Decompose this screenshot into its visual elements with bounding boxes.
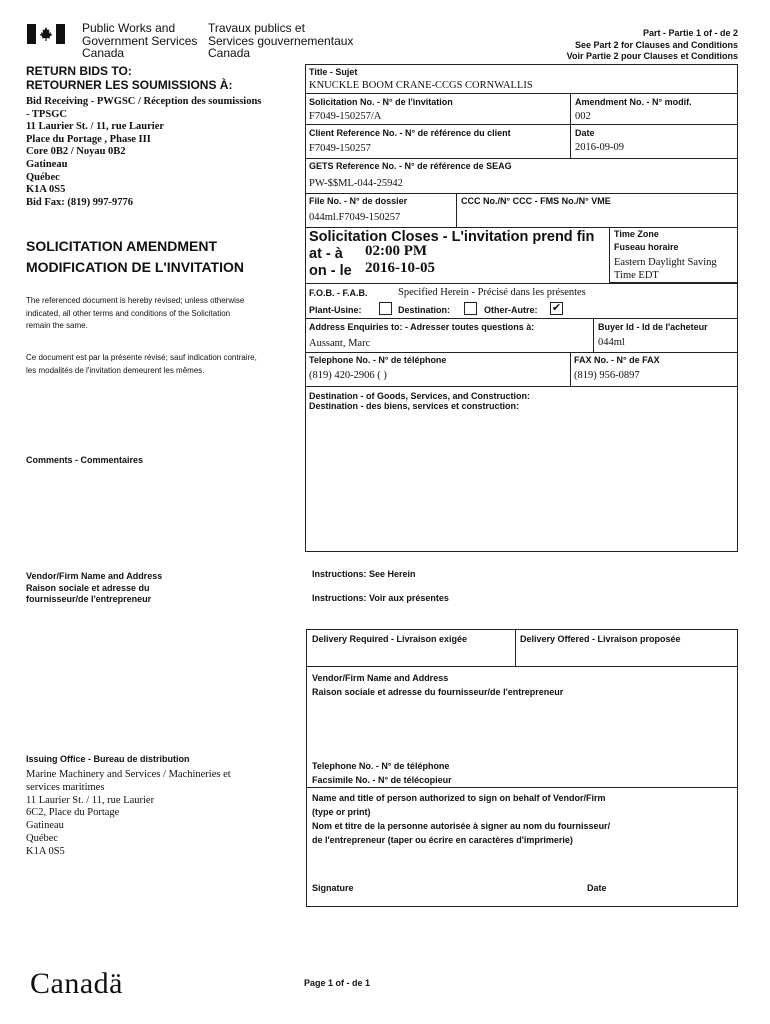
address-enquiries-value: Aussant, Marc [309,338,371,349]
time-zone-label: Time Zone [614,229,659,239]
delivery-offered-label: Delivery Offered - Livraison proposée [520,634,681,644]
other-autre-checkbox[interactable]: ✔ [551,302,562,314]
plant-usine-label: Plant-Usine: [309,305,362,315]
time-zone-value: Eastern Daylight Saving Time EDT [614,257,717,281]
file-no-value: 044ml.F7049-150257 [309,212,401,223]
on-label: on - le [309,263,352,279]
signature-label: Signature [312,883,354,893]
issuing-office-address: Marine Machinery and Services / Machineries et services maritimes 11 Laurier St. / 11, rue Laurier 6C2, Place du Portage Gatineau Québec K1A 0S5 [26,769,231,857]
instructions-fr: Instructions: Voir aux présentes [312,593,449,603]
amendment-title: SOLICITATION AMENDMENT MODIFICATION DE L'INVITATION [26,238,244,275]
date-value: 2016-09-09 [575,142,624,153]
destination-checkbox[interactable] [464,302,477,315]
gets-reference-value: PW-$$ML-044-25942 [309,178,403,189]
buyer-id-label: Buyer Id - Id de l'acheteur [598,322,708,332]
vendor-name-label: Vendor/Firm Name and Address Raison sociale et adresse du fournisseur/de l'entrepreneur [26,571,163,604]
file-no-label: File No. - N° de dossier [309,196,408,206]
client-reference-value: F7049-150257 [309,143,371,154]
issuing-office-label: Issuing Office - Bureau de distribution [26,754,190,764]
canada-wordmark-logo: Canadä [30,967,123,1000]
solicitation-no-value: F7049-150257/A [309,111,382,122]
page-number: Page 1 of - de 1 [304,978,371,988]
fax-label: FAX No. - N° de FAX [574,355,660,365]
destination-label: Destination: [398,305,451,315]
ccc-no-label: CCC No./N° CCC - FMS No./N° VME [461,196,611,206]
address-enquiries-label: Address Enquiries to: - Adresser toutes questions à: [309,322,535,332]
return-bids-title: RETURN BIDS TO: RETOURNER LES SOUMISSIONS À: [26,64,233,92]
title-value: KNUCKLE BOOM CRANE-CCGS CORNWALLIS [309,80,533,91]
authorized-signatory-label: Name and title of person authorized to sign on behalf of Vendor/Firm (type or print) Nom et titre de la personne autorisée à signer au nom du fournisseur/ de l'entrepreneur (taper ou écrire en caractères d'imprimerie) [312,793,611,845]
closing-date-value: 2016-10-05 [365,260,435,276]
amendment-no-value: 002 [575,111,591,122]
comments-label: Comments - Commentaires [26,455,144,465]
destination-goods-label: Destination - of Goods, Services, and Construction: Destination - des biens, services et construction: [309,391,531,411]
date-label: Date [575,128,595,138]
time-zone-label-fr: Fuseau horaire [614,242,679,252]
delivery-required-label: Delivery Required - Livraison exigée [312,634,468,644]
telephone-label: Telephone No. - N° de téléphone [309,355,447,365]
gets-reference-label: GETS Reference No. - N° de référence de SEAG [309,161,512,171]
amendment-text-fr: Ce document est par la présente révisé; sauf indication contraire, les modalités de l'invitation demeurent les mêmes. [26,353,257,375]
vendor-firm-label: Vendor/Firm Name and Address Raison sociale et adresse du fournisseur/de l'entrepreneur [312,673,564,697]
fax-value: (819) 956-0897 [574,370,640,381]
vendor-phone-fax-label: Telephone No. - N° de téléphone Facsimile No. - N° de télécopieur [312,761,452,785]
fob-label: F.O.B. - F.A.B. [309,288,368,298]
buyer-id-value: 044ml [598,337,625,348]
canada-flag-icon [27,24,65,44]
other-autre-label: Other-Autre: [484,305,538,315]
at-label: at - à [309,246,343,262]
client-reference-label: Client Reference No. - N° de référence du client [309,128,511,138]
fob-value: Specified Herein - Précisé dans les présentes [398,287,586,298]
solicitation-no-label: Solicitation No. - N° de l'invitation [309,97,453,107]
instructions-en: Instructions: See Herein [312,569,416,579]
solicitation-closes-label: Solicitation Closes - L'invitation prend fin [309,229,595,245]
amendment-text-en: The referenced document is hereby revised; unless otherwise indicated, all other terms and conditions of the Solicitation remain the same. [26,296,245,330]
closing-time-value: 02:00 PM [365,243,428,259]
signature-date-label: Date [587,883,607,893]
plant-usine-checkbox[interactable] [379,302,392,315]
amendment-no-label: Amendment No. - N° modif. [575,97,692,107]
title-label: Title - Sujet [309,67,358,77]
department-name-fr: Travaux publics et Services gouvernementaux Canada [208,21,354,60]
department-name-en: Public Works and Government Services Canada [82,21,198,60]
part-info: Part - Partie 1 of - de 2 See Part 2 for Clauses and Conditions Voir Partie 2 pour Clauses et Conditions [566,28,738,61]
telephone-value: (819) 420-2906 ( ) [309,370,387,381]
return-bids-address: Bid Receiving - PWGSC / Réception des soumissions - TPSGC 11 Laurier St. / 11, rue Laurier Place du Portage , Phase III Core 0B2 / Noyau 0B2 Gatineau Québec K1A 0S5 Bid Fax: (819) 997-9776 [26,96,262,208]
